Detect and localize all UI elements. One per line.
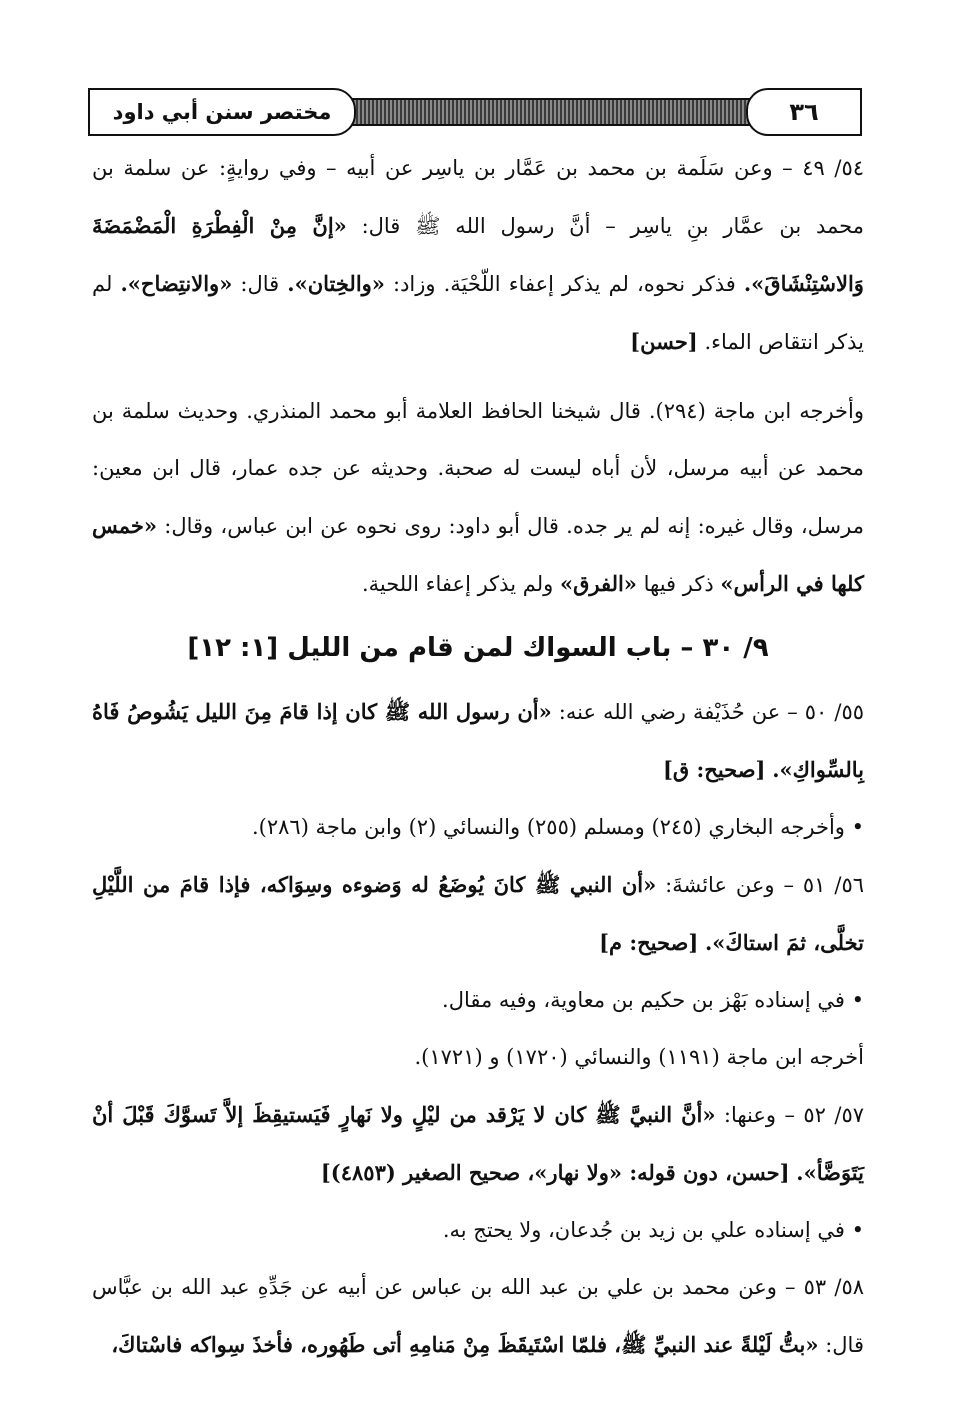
hadith-intro: ٥٥/ ٥٠ – عن حُذَيْفة رضي الله عنه:: [558, 700, 864, 724]
hadith-57-note: • في إسناده علي بن زيد بن جُدعان، ولا يحتج به.: [442, 1218, 864, 1242]
commentary-paragraph: [92, 383, 864, 613]
hadith-intro: ٥٦/ ٥١ – وعن عائشةَ:: [665, 873, 864, 897]
hadith-grade: [صحيح: م]: [599, 930, 699, 955]
hadith-intro: ٥٤/ ٤٩ – وعن سَلَمة بن محمد بن عَمَّار بن ياسِر عن أبيه – وفي روايةٍ: عن سلمة بن محمد بن عمَّار بنِ ياسِر – أنَّ رسول الله ﷺ قال:: [92, 156, 864, 238]
hadith-intro: ٥٧/ ٥٢ – وعنها:: [723, 1103, 864, 1127]
hadith-56-note-2: أخرجه ابن ماجة (١١٩١) والنسائي (١٧٢٠) و (١٧٢١).: [414, 1045, 864, 1069]
narration-note: قال:: [240, 272, 280, 296]
hadith-grade: [صحيح: ق]: [662, 757, 766, 782]
hadith-addition: «والانتِضاح».: [120, 271, 233, 296]
hadith-grade: [حسن، دون قوله: «ولا نهار»، صحيح الصغير (٤٨٥٣)]: [320, 1160, 790, 1185]
hadith-58: [92, 1259, 864, 1374]
hadith-text: «أن رسول الله ﷺ كان إذا قامَ مِنَ الليل يَشُوصُ فَاهُ بِالسِّواكِ».: [92, 699, 864, 782]
page-number: ٣٦: [746, 88, 862, 136]
header-decorative-bar: [336, 98, 752, 126]
hadith-57: [92, 1086, 864, 1202]
commentary-quote: «خمس كلها في الرأس»: [92, 513, 864, 596]
commentary-text: ذكر فيها: [643, 572, 714, 596]
hadith-56-note: • في إسناده بَهْز بن حكيم بن معاوية، وفيه مقال.: [442, 988, 864, 1012]
commentary-text: وأخرجه ابن ماجة (٢٩٤). قال شيخنا الحافظ العلامة أبو محمد المنذري. وحديث سلمة بن محمد عن أبيه مرسل، لأن أباه ليست له صحبة. وحديثه عن جده عمار، قال ابن معين: مرسل، وقال غيره: إنه لم ير جده. قال أبو داود: روى نحوه عن ابن عباس، وقال:: [92, 399, 864, 538]
hadith-54: [92, 140, 864, 371]
page-header: [88, 88, 862, 136]
page-body: [92, 140, 864, 1374]
hadith-text: «إنَّ مِنْ الْفِطْرَةِ الْمَضْمَضَةَ وَالاسْتِنْشَاقَ».: [92, 213, 864, 296]
book-title: مختصر سنن أبي داود: [88, 88, 356, 136]
narration-note: فذكر نحوه، لم يذكر إعفاء اللّحْيَة. وزاد:: [393, 272, 736, 296]
chapter-heading: ٩/ ٣٠ – باب السواك لمن قام من الليل [١: ١٢]: [187, 633, 769, 663]
commentary-text: ولم يذكر إعفاء اللحية.: [361, 572, 554, 596]
hadith-grade: [حسن]: [630, 329, 698, 354]
hadith-text: «أنَّ النبيَّ ﷺ كان لا يَرْقد من ليْلٍ ولا نَهارٍ فَيَستيقِظَ إلاَّ تَسوَّكَ قَبْلَ أنْ يَتَوَضَّأ».: [92, 1102, 864, 1185]
hadith-text: «أن النبي ﷺ كانَ يُوضَعُ له وَضوءه وسِوَاكه، فإذا قامَ من اللَّيْلِ تخلَّى، ثمَ استاكَ».: [92, 872, 864, 955]
hadith-intro: ٥٨/ ٥٣ – وعن محمد بن علي بن عبد الله بن عباس عن أبيه عن جَدِّهِ عبد الله بن عبَّاس قال:: [92, 1275, 864, 1357]
hadith-55: [92, 683, 864, 799]
hadith-56: [92, 856, 864, 972]
commentary-quote: «الفرق»: [559, 571, 637, 596]
narration-note: لم يذكر انتقاص الماء.: [92, 272, 864, 354]
hadith-text: «بتُّ لَيْلةً عند النبيِّ ﷺ، فلمّا اسْتَيقَظَ مِنْ مَنامِهِ أتى طَهُوره، فأخذَ سِواكه فاسْتاكَ،: [111, 1332, 819, 1357]
hadith-addition: «والخِتان».: [287, 271, 385, 296]
hadith-55-note: • وأخرجه البخاري (٢٤٥) ومسلم (٢٥٥) والنسائي (٢) وابن ماجة (٢٨٦).: [251, 815, 864, 839]
